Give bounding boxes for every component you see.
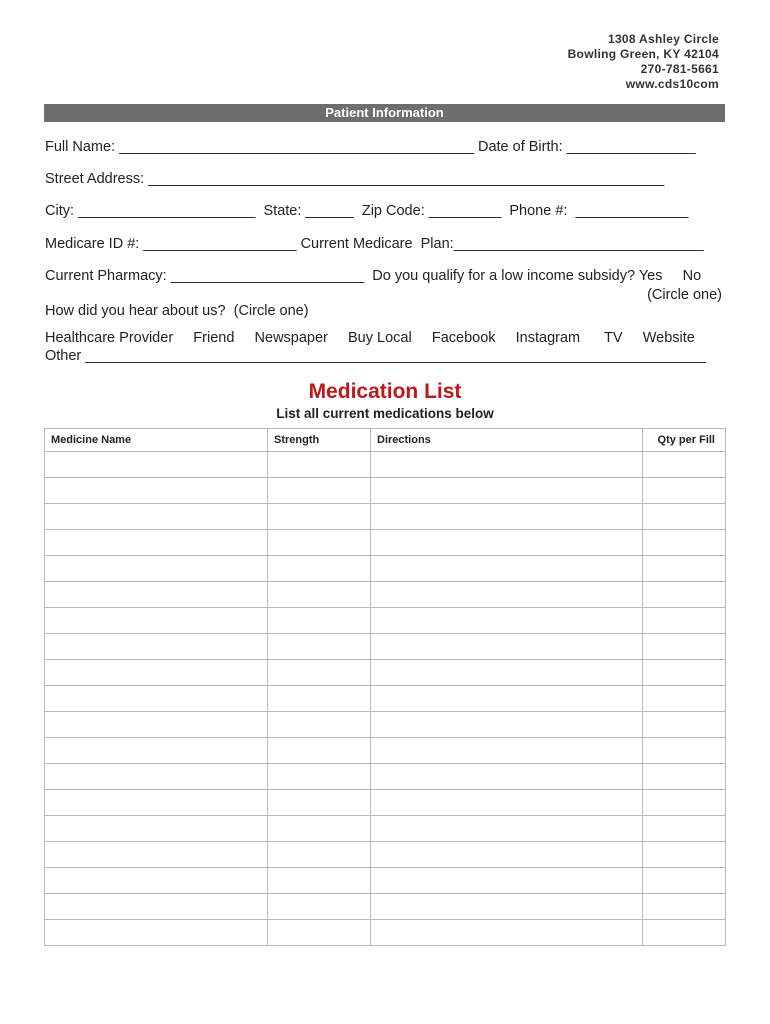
full-name-dob-field[interactable]: Full Name: ____________________________________________ Date of Birth: ________________ [45,139,696,155]
strength-cell[interactable] [268,504,371,530]
strength-cell[interactable] [268,582,371,608]
referral-question: How did you hear about us? (Circle one) [45,303,309,319]
medicare-id-plan-field[interactable]: Medicare ID #: ___________________ Current Medicare Plan:_______________________________ [45,236,704,252]
medication-row [45,868,726,894]
strength-cell[interactable] [268,842,371,868]
directions-cell[interactable] [371,712,643,738]
qty-per-fill-cell[interactable] [643,712,726,738]
directions-cell[interactable] [371,686,643,712]
column-qty-per-fill: Qty per Fill [643,429,726,452]
strength-cell[interactable] [268,790,371,816]
column-directions: Directions [371,429,643,452]
strength-cell[interactable] [268,478,371,504]
medication-row [45,790,726,816]
directions-cell[interactable] [371,504,643,530]
qty-per-fill-cell[interactable] [643,556,726,582]
qty-per-fill-cell[interactable] [643,608,726,634]
medicine-name-cell[interactable] [45,504,268,530]
address-website: www.cds10com [625,77,719,91]
medicine-name-cell[interactable] [45,842,268,868]
referral-options[interactable]: Healthcare Provider Friend Newspaper Buy Local Facebook Instagram TV Website [45,330,695,346]
strength-cell[interactable] [268,634,371,660]
medicine-name-cell[interactable] [45,452,268,478]
directions-cell[interactable] [371,868,643,894]
strength-cell[interactable] [268,556,371,582]
medicine-name-cell[interactable] [45,478,268,504]
medication-row [45,582,726,608]
qty-per-fill-cell[interactable] [643,452,726,478]
medication-list-title: Medication List [308,380,462,403]
address-phone: 270-781-5661 [640,62,719,76]
medicine-name-cell[interactable] [45,868,268,894]
directions-cell[interactable] [371,738,643,764]
medicine-name-cell[interactable] [45,582,268,608]
medicine-name-cell[interactable] [45,686,268,712]
medication-list-subtitle: List all current medications below [276,406,494,421]
medication-row [45,764,726,790]
medication-table-header [45,429,726,452]
medication-row [45,660,726,686]
strength-cell[interactable] [268,608,371,634]
directions-cell[interactable] [371,790,643,816]
medicine-name-cell[interactable] [45,894,268,920]
qty-per-fill-cell[interactable] [643,868,726,894]
medicine-name-cell[interactable] [45,634,268,660]
medicine-name-cell[interactable] [45,530,268,556]
medicine-name-cell[interactable] [45,764,268,790]
directions-cell[interactable] [371,530,643,556]
qty-per-fill-cell[interactable] [643,894,726,920]
strength-cell[interactable] [268,530,371,556]
medication-row [45,686,726,712]
directions-cell[interactable] [371,920,643,946]
other-referral-field[interactable]: Other _____________________________________________________________________________ [45,348,707,364]
strength-cell[interactable] [268,660,371,686]
medication-row [45,842,726,868]
qty-per-fill-cell[interactable] [643,816,726,842]
qty-per-fill-cell[interactable] [643,790,726,816]
qty-per-fill-cell[interactable] [643,478,726,504]
city-state-zip-phone-field[interactable]: City: ______________________ State: ______ Zip Code: _________ Phone #: ______________ [45,203,689,219]
medicine-name-cell[interactable] [45,608,268,634]
qty-per-fill-cell[interactable] [643,842,726,868]
qty-per-fill-cell[interactable] [643,634,726,660]
address-city: Bowling Green, KY 42104 [567,47,719,61]
qty-per-fill-cell[interactable] [643,920,726,946]
subsidy-circle-one-note: (Circle one) [647,287,722,303]
medication-row [45,894,726,920]
strength-cell[interactable] [268,712,371,738]
directions-cell[interactable] [371,452,643,478]
medication-row [45,556,726,582]
medication-row [45,530,726,556]
medication-row [45,608,726,634]
medication-row [45,920,726,946]
strength-cell[interactable] [268,738,371,764]
medicine-name-cell[interactable] [45,738,268,764]
street-address-field[interactable]: Street Address: ________________________________________________________________ [45,171,665,187]
strength-cell[interactable] [268,764,371,790]
directions-cell[interactable] [371,842,643,868]
qty-per-fill-cell[interactable] [643,504,726,530]
directions-cell[interactable] [371,660,643,686]
patient-information-banner: Patient Information [44,104,725,122]
strength-cell[interactable] [268,920,371,946]
address-street: 1308 Ashley Circle [607,32,719,46]
qty-per-fill-cell[interactable] [643,686,726,712]
medication-row [45,478,726,504]
directions-cell[interactable] [371,816,643,842]
medication-row [45,452,726,478]
medication-row [45,634,726,660]
directions-cell[interactable] [371,478,643,504]
medication-row [45,816,726,842]
directions-cell[interactable] [371,634,643,660]
medicine-name-cell[interactable] [45,712,268,738]
office-address [568,32,719,92]
medicine-name-cell[interactable] [45,920,268,946]
medication-row [45,738,726,764]
directions-cell[interactable] [371,556,643,582]
qty-per-fill-cell[interactable] [643,582,726,608]
strength-cell[interactable] [268,816,371,842]
qty-per-fill-cell[interactable] [643,660,726,686]
medicine-name-cell[interactable] [45,816,268,842]
pharmacy-subsidy-field[interactable]: Current Pharmacy: ________________________ Do you qualify for a low income subsidy? Yes No [45,268,702,284]
strength-cell[interactable] [268,894,371,920]
directions-cell[interactable] [371,764,643,790]
directions-cell[interactable] [371,582,643,608]
qty-per-fill-cell[interactable] [643,738,726,764]
medication-table [44,428,726,946]
strength-cell[interactable] [268,868,371,894]
strength-cell[interactable] [268,686,371,712]
column-medicine-name: Medicine Name [45,429,268,452]
medication-row [45,712,726,738]
directions-cell[interactable] [371,608,643,634]
medication-row [45,504,726,530]
medicine-name-cell[interactable] [45,660,268,686]
column-strength: Strength [268,429,371,452]
directions-cell[interactable] [371,894,643,920]
qty-per-fill-cell[interactable] [643,530,726,556]
strength-cell[interactable] [268,452,371,478]
qty-per-fill-cell[interactable] [643,764,726,790]
medicine-name-cell[interactable] [45,556,268,582]
medicine-name-cell[interactable] [45,790,268,816]
